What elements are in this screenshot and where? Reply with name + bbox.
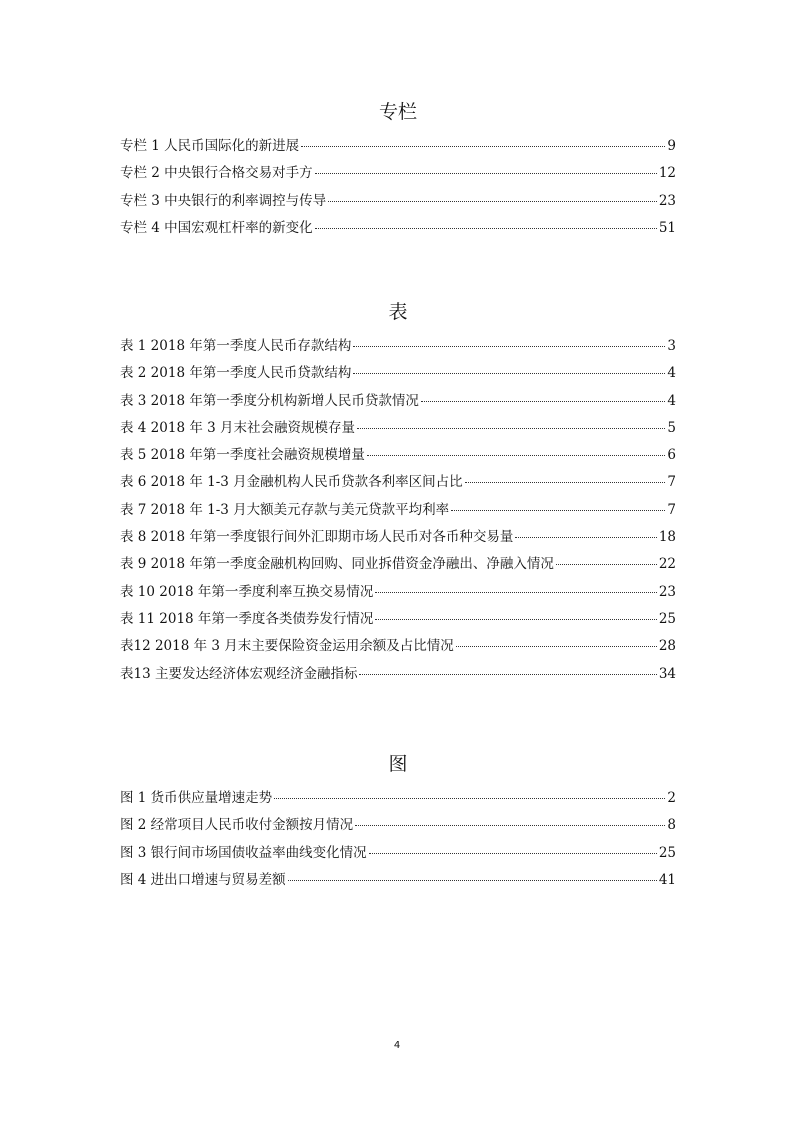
entry-label: 图 3 银行间市场国债收益率曲线变化情况 — [120, 844, 367, 861]
dot-leader — [375, 592, 656, 593]
entry-page: 51 — [658, 219, 676, 236]
toc-entry[interactable] — [120, 443, 676, 470]
dot-leader — [515, 537, 656, 538]
entry-label: 表 2 2018 年第一季度人民币贷款结构 — [120, 365, 352, 382]
entry-label: 表 4 2018 年 3 月末社会融资规模存量 — [120, 419, 355, 436]
dot-leader — [556, 564, 657, 565]
page-number: 4 — [393, 1040, 401, 1051]
entry-label: 表12 2018 年 3 月末主要保险资金运用余额及占比情况 — [120, 638, 454, 655]
figures-heading: 图 — [388, 753, 408, 775]
toc-entry[interactable] — [120, 868, 676, 895]
entry-page: 22 — [658, 556, 676, 573]
toc-entry[interactable] — [120, 416, 676, 443]
entry-page: 28 — [658, 638, 676, 655]
toc-entry[interactable] — [120, 161, 676, 188]
toc-entry[interactable] — [120, 662, 676, 689]
entry-label: 表 1 2018 年第一季度人民币存款结构 — [120, 338, 352, 354]
entry-page: 12 — [658, 165, 676, 182]
tables-list — [120, 334, 676, 689]
entry-label: 表 7 2018 年 1-3 月大额美元存款与美元贷款平均利率 — [120, 501, 450, 518]
dot-leader — [355, 825, 665, 826]
dot-leader — [328, 201, 657, 202]
entry-label: 专栏 1 人民币国际化的新进展 — [120, 138, 300, 154]
entry-page: 23 — [658, 583, 676, 600]
toc-entry[interactable] — [120, 580, 676, 607]
columns-heading: 专栏 — [378, 101, 417, 123]
tables-section — [120, 298, 676, 689]
dot-leader — [421, 401, 666, 402]
toc-entry[interactable] — [120, 216, 676, 243]
entry-page: 6 — [667, 447, 676, 464]
toc-entry[interactable] — [120, 552, 676, 579]
toc-entry[interactable] — [120, 634, 676, 661]
toc-entry[interactable] — [120, 813, 676, 840]
dot-leader — [369, 853, 657, 854]
entry-label: 表 10 2018 年第一季度利率互换交易情况 — [120, 583, 374, 600]
entry-page: 23 — [658, 192, 676, 209]
dot-leader — [274, 798, 665, 799]
entry-page: 34 — [658, 665, 676, 682]
toc-entry[interactable] — [120, 470, 676, 497]
figures-list — [120, 786, 676, 895]
tables-heading: 表 — [388, 301, 408, 323]
entry-page: 3 — [667, 338, 676, 354]
entry-label: 表13 主要发达经济体宏观经济金融指标 — [120, 665, 358, 682]
entry-label: 表 8 2018 年第一季度银行间外汇即期市场人民币对各币种交易量 — [120, 529, 514, 546]
entry-label: 表 9 2018 年第一季度金融机构回购、同业拆借资金净融出、净融入情况 — [120, 556, 554, 573]
entry-page: 4 — [667, 365, 676, 382]
entry-label: 图 2 经常项目人民币收付金额按月情况 — [120, 817, 354, 834]
dot-leader — [353, 346, 665, 347]
dot-leader — [353, 373, 665, 374]
dot-leader — [375, 619, 656, 620]
entry-label: 图 1 货币供应量增速走势 — [120, 790, 273, 806]
toc-entry[interactable] — [120, 189, 676, 216]
dot-leader — [315, 173, 657, 174]
entry-page: 25 — [658, 610, 676, 627]
dot-leader — [465, 482, 666, 483]
dot-leader — [288, 880, 657, 881]
figures-section — [120, 750, 676, 895]
entry-page: 8 — [667, 817, 676, 834]
toc-entry[interactable] — [120, 841, 676, 868]
toc-entry[interactable] — [120, 134, 676, 161]
toc-entry[interactable] — [120, 786, 676, 813]
entry-page: 41 — [658, 871, 676, 888]
dot-leader — [451, 510, 665, 511]
toc-entry[interactable] — [120, 334, 676, 361]
entry-label: 表 3 2018 年第一季度分机构新增人民币贷款情况 — [120, 392, 419, 409]
entry-label: 表 6 2018 年 1-3 月金融机构人民币贷款各利率区间占比 — [120, 474, 463, 491]
entry-label: 图 4 进出口增速与贸易差额 — [120, 871, 286, 888]
entry-page: 5 — [667, 419, 676, 436]
entry-label: 专栏 3 中央银行的利率调控与传导 — [120, 192, 327, 209]
entry-page: 9 — [667, 138, 676, 154]
dot-leader — [315, 228, 657, 229]
entry-label: 表 5 2018 年第一季度社会融资规模增量 — [120, 447, 365, 464]
entry-label: 专栏 4 中国宏观杠杆率的新变化 — [120, 219, 313, 236]
entry-label: 表 11 2018 年第一季度各类债券发行情况 — [120, 610, 374, 627]
dot-leader — [367, 455, 666, 456]
columns-list — [120, 134, 676, 243]
dot-leader — [456, 646, 657, 647]
entry-page: 18 — [658, 529, 676, 546]
toc-entry[interactable] — [120, 389, 676, 416]
toc-entry[interactable] — [120, 361, 676, 388]
toc-entry[interactable] — [120, 498, 676, 525]
entry-page: 4 — [667, 392, 676, 409]
entry-page: 7 — [667, 501, 676, 518]
entry-page: 25 — [658, 844, 676, 861]
dot-leader — [301, 146, 665, 147]
toc-entry[interactable] — [120, 525, 676, 552]
entry-label: 专栏 2 中央银行合格交易对手方 — [120, 165, 313, 182]
dot-leader — [359, 674, 656, 675]
entry-page: 7 — [667, 474, 676, 491]
columns-section — [120, 98, 676, 243]
dot-leader — [357, 428, 665, 429]
entry-page: 2 — [667, 790, 676, 806]
toc-entry[interactable] — [120, 607, 676, 634]
